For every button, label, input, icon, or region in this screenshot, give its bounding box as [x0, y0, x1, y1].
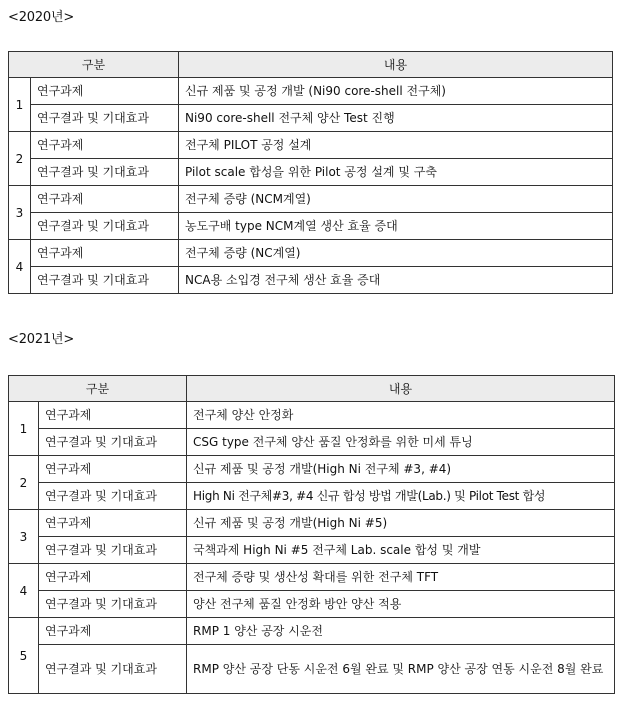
content-cell: 전구체 증량 및 생산성 확대를 위한 전구체 TFT: [187, 564, 615, 591]
content-cell: CSG type 전구체 양산 품질 안정화를 위한 미세 튜닝: [187, 429, 615, 456]
content-cell: Pilot scale 합성을 위한 Pilot 공정 설계 및 구축: [179, 159, 613, 186]
table-header-row: [9, 52, 613, 78]
row-number: 1: [9, 402, 39, 456]
content-cell: 전구체 증량 (NCM계열): [179, 186, 613, 213]
section-title-2020: <2020년>: [8, 10, 75, 25]
header-content: 내용: [179, 52, 613, 78]
category-label: 연구결과 및 기대효과: [31, 159, 179, 186]
category-label: 연구과제: [39, 618, 187, 645]
category-label: 연구과제: [39, 564, 187, 591]
category-label: 연구과제: [31, 240, 179, 267]
content-cell: 농도구배 type NCM계열 생산 효율 증대: [179, 213, 613, 240]
content-cell: 전구체 증량 (NC계열): [179, 240, 613, 267]
rd-table-2020: [8, 51, 613, 294]
header-category: 구분: [9, 52, 179, 78]
category-label: 연구과제: [39, 456, 187, 483]
row-number: 4: [9, 564, 39, 618]
content-cell: 신규 제품 및 공정 개발 (Ni90 core-shell 전구체): [179, 78, 613, 105]
table-row: [9, 240, 613, 267]
header-content: 내용: [187, 376, 615, 402]
table-row: [9, 483, 615, 510]
category-label: 연구결과 및 기대효과: [31, 267, 179, 294]
content-cell: NCA용 소입경 전구체 생산 효율 증대: [179, 267, 613, 294]
rd-table-2021: [8, 375, 615, 694]
header-category: 구분: [9, 376, 187, 402]
content-cell: 국책과제 High Ni #5 전구체 Lab. scale 합성 및 개발: [187, 537, 615, 564]
category-label: 연구과제: [39, 402, 187, 429]
table-row: [9, 132, 613, 159]
row-number: 1: [9, 78, 31, 132]
table-row: [9, 213, 613, 240]
row-number: 2: [9, 456, 39, 510]
table-row: [9, 537, 615, 564]
row-number: 3: [9, 510, 39, 564]
table-row: [9, 429, 615, 456]
table-row: [9, 267, 613, 294]
category-label: 연구결과 및 기대효과: [39, 591, 187, 618]
category-label: 연구과제: [39, 510, 187, 537]
table-row: [9, 105, 613, 132]
content-cell: 전구체 양산 안정화: [187, 402, 615, 429]
category-label: 연구과제: [31, 186, 179, 213]
row-number: 3: [9, 186, 31, 240]
table-row: [9, 618, 615, 645]
table-row: [9, 510, 615, 537]
category-label: 연구결과 및 기대효과: [39, 429, 187, 456]
category-label: 연구결과 및 기대효과: [31, 105, 179, 132]
section-title-2021: <2021년>: [8, 332, 75, 347]
table-row: [9, 159, 613, 186]
table-row: [9, 564, 615, 591]
content-cell: RMP 양산 공장 단동 시운전 6월 완료 및 RMP 양산 공장 연동 시운전 8월 완료: [187, 645, 615, 694]
content-cell: High Ni 전구체#3, #4 신규 합성 방법 개발(Lab.) 및 Pilot Test 합성: [187, 483, 615, 510]
content-cell: Ni90 core-shell 전구체 양산 Test 진행: [179, 105, 613, 132]
category-label: 연구결과 및 기대효과: [31, 213, 179, 240]
table-header-row: [9, 376, 615, 402]
content-cell: 전구체 PILOT 공정 설계: [179, 132, 613, 159]
category-label: 연구결과 및 기대효과: [39, 645, 187, 694]
category-label: 연구과제: [31, 78, 179, 105]
table-row: [9, 645, 615, 694]
content-cell: 신규 제품 및 공정 개발(High Ni 전구체 #3, #4): [187, 456, 615, 483]
category-label: 연구결과 및 기대효과: [39, 483, 187, 510]
table-row: [9, 591, 615, 618]
table-row: [9, 402, 615, 429]
category-label: 연구결과 및 기대효과: [39, 537, 187, 564]
table-row: [9, 78, 613, 105]
category-label: 연구과제: [31, 132, 179, 159]
content-cell: 신규 제품 및 공정 개발(High Ni #5): [187, 510, 615, 537]
content-cell: RMP 1 양산 공장 시운전: [187, 618, 615, 645]
table-row: [9, 456, 615, 483]
row-number: 4: [9, 240, 31, 294]
table-row: [9, 186, 613, 213]
content-cell: 양산 전구체 품질 안정화 방안 양산 적용: [187, 591, 615, 618]
row-number: 5: [9, 618, 39, 694]
row-number: 2: [9, 132, 31, 186]
